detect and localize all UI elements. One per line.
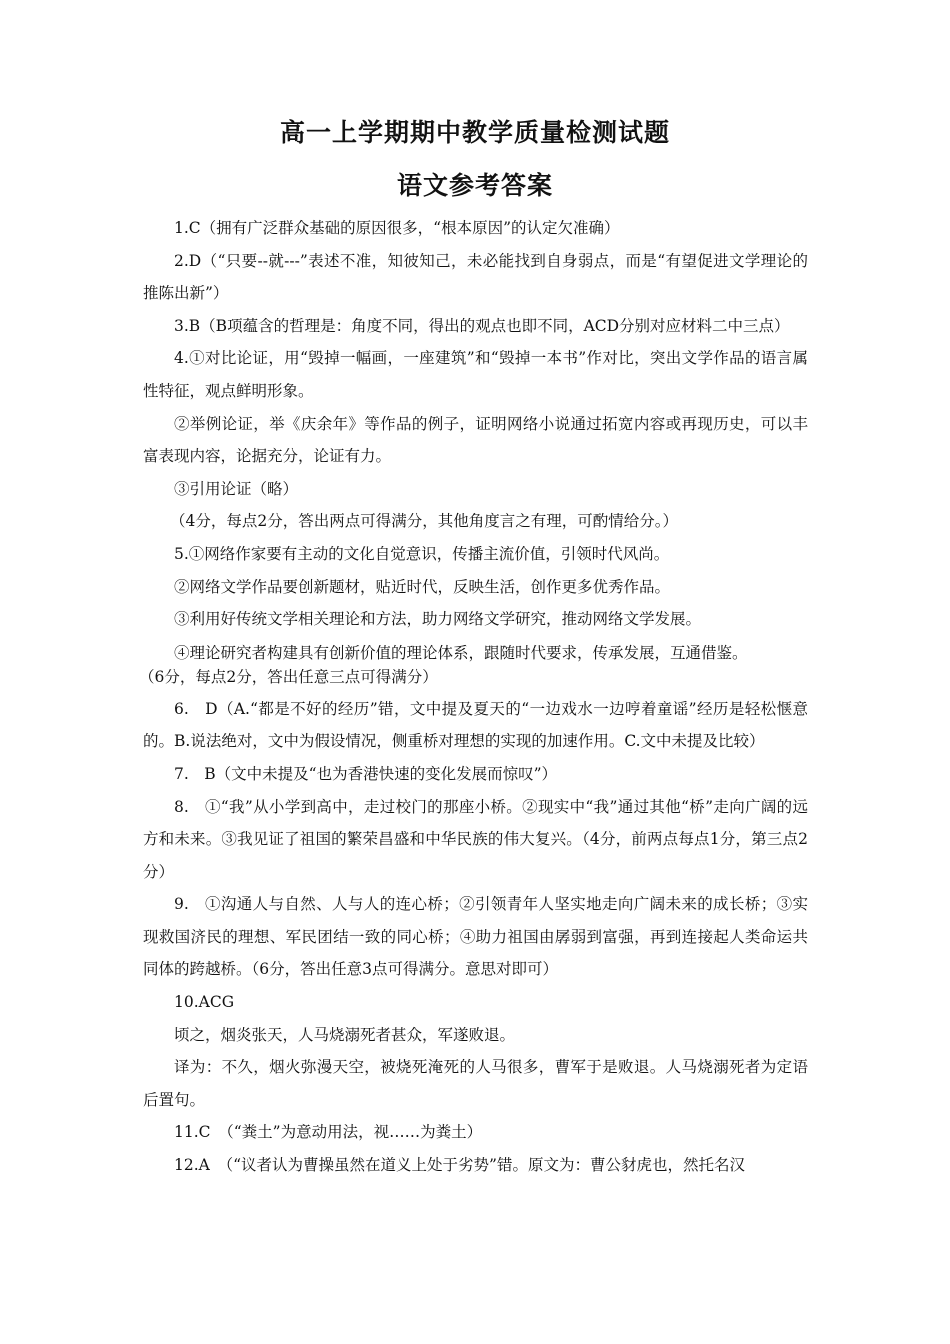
answer-q3: 3.B（B项蕴含的哲理是：角度不同，得出的观点也即不同，ACD分别对应材料二中三点） <box>174 316 790 335</box>
answer-q5-point3: ③利用好传统文学相关理论和方法，助力网络文学研究，推动网络文学发展。 <box>174 610 702 629</box>
answer-q10-translation: 译为：不久，烟火弥漫天空，被烧死淹死的人马很多，曹军于是败退。人马烧溺死者为定语后置句。 <box>143 1058 808 1109</box>
answer-q5-point4: ④理论研究者构建具有创新价值的理论体系，跟随时代要求，传承发展，互通借鉴。 <box>174 643 748 662</box>
answer-list <box>139 212 808 1182</box>
answer-q10-sentence: 顷之，烟炎张天，人马烧溺死者甚众，军遂败退。 <box>174 1025 516 1044</box>
document-title: 高一上学期期中教学质量检测试题 <box>279 118 670 147</box>
answer-q7: 7. B（文中未提及“也为香港快速的变化发展而惊叹”） <box>174 764 558 783</box>
answer-q10: 10.ACG <box>174 993 235 1012</box>
answer-q6: 6. D（A.“都是不好的经历”错，文中提及夏天的“一边戏水一边哼着童谣”经历是轻松惬意的。B.说法绝对，文中为假设情况，侧重桥对理想的实现的加速作用。C.文中未提及比较） <box>143 699 808 751</box>
answer-q8: 8. ①“我”从小学到高中，走过校门的那座小桥。②现实中“我”通过其他“桥”走向广阔的远方和未来。③我见证了祖国的繁荣昌盛和中华民族的伟大复兴。（4分，前两点每点1分，第三点2分） <box>143 797 808 881</box>
answer-q4-point3: ③引用论证（略） <box>174 479 299 498</box>
answer-q4-point2: ②举例论证，举《庆余年》等作品的例子，证明网络小说通过拓宽内容或再现历史，可以丰富表现内容，论据充分，论证有力。 <box>143 414 808 466</box>
answer-q11: 11.C （“粪土”为意动用法，视……为粪土） <box>174 1123 483 1142</box>
answer-q4-point1: 4.①对比论证，用“毁掉一幅画，一座建筑”和“毁掉一本书”作对比，突出文学作品的语言属性特征，观点鲜明形象。 <box>143 349 808 400</box>
answer-q5-scoring: （6分，每点2分，答出任意三点可得满分） <box>139 667 438 686</box>
answer-q2: 2.D（“只要--就---”表述不准，知彼知己，未必能找到自身弱点，而是“有望促进文学理论的推陈出新”） <box>143 251 808 303</box>
answer-q5-point1: 5.①网络作家要有主动的文化自觉意识，传播主流价值，引领时代风尚。 <box>174 544 670 563</box>
answer-q12: 12.A （“议者认为曹操虽然在道义上处于劣势”错。原文为：曹公豺虎也，然托名汉 <box>174 1156 745 1175</box>
answer-q9: 9. ①沟通人与自然、人与人的连心桥；②引领青年人坚实地走向广阔未来的成长桥；③实现救国济民的理想、军民团结一致的同心桥；④助力祖国由孱弱到富强，再到连接起人类命运共同体的跨越桥。（6分，答出任意3点可得满分。意思对即可） <box>143 895 808 979</box>
document-subtitle: 语文参考答案 <box>396 171 553 200</box>
answer-q1: 1.C（拥有广泛群众基础的原因很多，“根本原因”的认定欠准确） <box>174 219 620 237</box>
answer-q5-point2: ②网络文学作品要创新题材，贴近时代，反映生活，创作更多优秀作品。 <box>174 577 671 596</box>
answer-q4-scoring: （4分，每点2分，答出两点可得满分，其他角度言之有理，可酌情给分。） <box>170 512 678 531</box>
